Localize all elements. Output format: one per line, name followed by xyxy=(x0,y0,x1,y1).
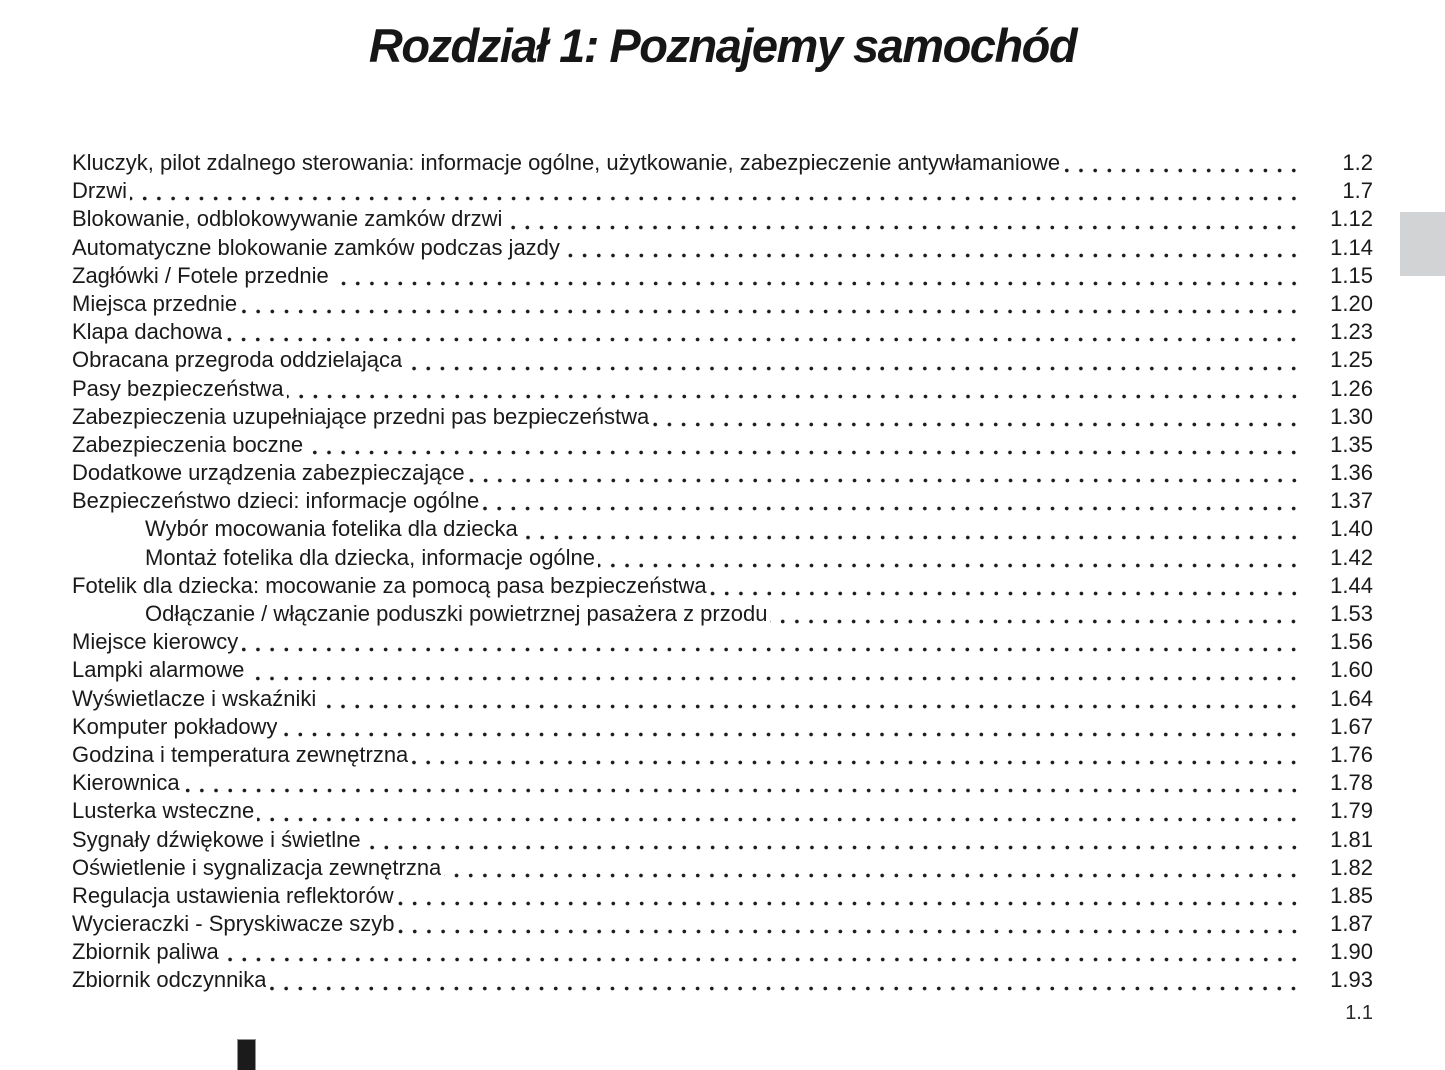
toc-entry-label: Montaż fotelika dla dziecka, informacje ogólne xyxy=(145,544,596,570)
toc-entry xyxy=(72,713,1373,741)
toc-entry-label: Bezpieczeństwo dzieci: informacje ogólne xyxy=(72,488,480,514)
toc-entry xyxy=(72,290,1373,318)
toc-entry xyxy=(72,826,1373,854)
toc-entry-page: 1.35 xyxy=(1330,431,1373,457)
dot-leader xyxy=(1063,149,1303,177)
toc-entry-label: Odłączanie / włączanie poduszki powietrznej pasażera z przodu xyxy=(145,601,768,626)
toc-entry-label: Drzwi xyxy=(72,178,127,204)
toc-entry-page: 1.87 xyxy=(1330,911,1373,937)
toc-entry-page: 1.25 xyxy=(1330,347,1373,373)
toc-entry-label: Zabezpieczenia uzupełniające przedni pas bezpieczeństwa xyxy=(72,403,650,429)
toc-entry-label: Zbiornik paliwa xyxy=(72,939,219,965)
dot-leader xyxy=(521,515,1303,543)
toc-entry xyxy=(72,459,1373,487)
dot-leader xyxy=(770,600,1303,628)
dot-leader xyxy=(319,685,1303,713)
toc-entry-label: Dodatkowe urządzenia zabezpieczające xyxy=(72,460,465,486)
toc-entry xyxy=(72,262,1373,290)
dot-leader xyxy=(482,487,1303,515)
toc-entry xyxy=(72,797,1373,825)
toc-entry-page: 1.42 xyxy=(1330,544,1373,570)
toc-entry xyxy=(72,938,1373,966)
toc-entry xyxy=(72,431,1373,459)
toc-entry xyxy=(72,966,1373,994)
dot-leader xyxy=(652,403,1303,431)
toc-entry-label: Miejsca przednie xyxy=(72,290,238,316)
toc-entry-page: 1.79 xyxy=(1330,798,1373,824)
toc-entry-page: 1.7 xyxy=(1342,178,1373,204)
dot-leader xyxy=(130,177,1303,205)
toc-entry-page: 1.2 xyxy=(1342,150,1373,175)
toc-entry-page: 1.82 xyxy=(1330,854,1373,880)
dot-leader xyxy=(563,234,1303,262)
dot-leader xyxy=(468,459,1303,487)
toc-entry xyxy=(72,628,1373,656)
toc-entry-page: 1.14 xyxy=(1330,234,1373,260)
toc-entry xyxy=(72,346,1373,374)
toc-entry-page: 1.12 xyxy=(1330,206,1373,232)
dot-leader xyxy=(257,797,1303,825)
dot-leader xyxy=(398,910,1303,938)
toc-entry-page: 1.15 xyxy=(1330,262,1373,288)
dot-leader xyxy=(364,826,1303,854)
dot-leader xyxy=(247,656,1303,684)
toc-entry xyxy=(72,882,1373,910)
dot-leader xyxy=(183,769,1303,797)
toc-entry xyxy=(72,741,1373,769)
toc-entry xyxy=(72,403,1373,431)
dot-leader xyxy=(306,431,1303,459)
dot-leader xyxy=(598,544,1303,572)
chapter-side-tab xyxy=(1400,212,1445,276)
table-of-contents xyxy=(72,149,1373,995)
dot-leader xyxy=(444,854,1303,882)
toc-entry-page: 1.56 xyxy=(1330,629,1373,655)
toc-entry xyxy=(72,769,1373,797)
toc-entry-label: Wybór mocowania fotelika dla dziecka xyxy=(145,516,518,542)
toc-entry-label: Wycieraczki - Spryskiwacze szyb xyxy=(72,911,395,937)
toc-entry-page: 1.78 xyxy=(1330,770,1373,796)
toc-entry-label: Obracana przegroda oddzielająca xyxy=(72,347,403,373)
toc-entry-label: Pasy bezpieczeństwa xyxy=(72,375,284,401)
toc-entry-label: Blokowanie, odblokowywanie zamków drzwi xyxy=(72,206,503,232)
toc-entry xyxy=(72,685,1373,713)
toc-entry-page: 1.26 xyxy=(1330,375,1373,401)
dot-leader xyxy=(280,713,1303,741)
toc-entry-label: Zbiornik odczynnika xyxy=(72,967,267,993)
dot-leader xyxy=(287,375,1303,403)
toc-entry-label: Sygnały dźwiękowe i świetlne xyxy=(72,826,361,852)
toc-entry-page: 1.20 xyxy=(1330,290,1373,316)
toc-entry-label: Zabezpieczenia boczne xyxy=(72,431,304,457)
toc-entry-label: Kierownica xyxy=(72,770,180,796)
toc-entry-label: Oświetlenie i sygnalizacja zewnętrzna xyxy=(72,854,442,880)
toc-entry xyxy=(72,854,1373,882)
toc-entry-label: Fotelik dla dziecka: mocowanie za pomocą pasa bezpieczeństwa xyxy=(72,572,707,598)
dot-leader xyxy=(222,938,1303,966)
toc-entry-label: Kluczyk, pilot zdalnego sterowania: informacje ogólne, użytkowanie, zabezpieczenie antywłamaniowe xyxy=(72,150,1061,175)
print-registration-mark xyxy=(237,1039,256,1070)
dot-leader xyxy=(710,572,1303,600)
dot-leader xyxy=(397,882,1303,910)
toc-entry xyxy=(72,600,1373,628)
dot-leader xyxy=(269,966,1303,994)
toc-entry-page: 1.90 xyxy=(1330,939,1373,965)
toc-entry-label: Klapa dachowa xyxy=(72,319,223,345)
toc-entry xyxy=(72,515,1373,543)
toc-entry xyxy=(72,656,1373,684)
toc-entry-page: 1.67 xyxy=(1330,713,1373,739)
page-number-footer: 1.1 xyxy=(1345,1002,1373,1024)
toc-entry-label: Komputer pokładowy xyxy=(72,713,278,739)
toc-entry xyxy=(72,318,1373,346)
dot-leader xyxy=(505,205,1303,233)
dot-leader xyxy=(411,741,1303,769)
dot-leader xyxy=(405,346,1303,374)
toc-entry-page: 1.30 xyxy=(1330,403,1373,429)
toc-entry xyxy=(72,234,1373,262)
toc-entry xyxy=(72,487,1373,515)
toc-entry-page: 1.40 xyxy=(1330,516,1373,542)
toc-entry-page: 1.53 xyxy=(1330,601,1373,626)
toc-entry-label: Regulacja ustawienia reflektorów xyxy=(72,882,394,908)
dot-leader xyxy=(332,262,1303,290)
dot-leader xyxy=(240,290,1303,318)
toc-entry-label: Godzina i temperatura zewnętrzna xyxy=(72,741,409,767)
dot-leader xyxy=(225,318,1303,346)
toc-entry-page: 1.37 xyxy=(1330,488,1373,514)
toc-entry-label: Miejsce kierowcy xyxy=(72,629,239,655)
toc-entry-label: Lampki alarmowe xyxy=(72,657,245,683)
toc-entry xyxy=(72,544,1373,572)
toc-entry-label: Automatyczne blokowanie zamków podczas jazdy xyxy=(72,234,560,260)
toc-entry-page: 1.76 xyxy=(1330,741,1373,767)
toc-entry-page: 1.81 xyxy=(1330,826,1373,852)
toc-entry-page: 1.44 xyxy=(1330,572,1373,598)
toc-entry-label: Lusterka wsteczne xyxy=(72,798,255,824)
toc-entry-page: 1.36 xyxy=(1330,460,1373,486)
toc-entry-label: Wyświetlacze i wskaźniki xyxy=(72,685,317,711)
toc-entry xyxy=(72,572,1373,600)
chapter-title: Rozdział 1: Poznajemy samochód xyxy=(368,19,1077,72)
toc-entry-page: 1.93 xyxy=(1330,967,1373,993)
toc-entry xyxy=(72,177,1373,205)
toc-entry-page: 1.23 xyxy=(1330,319,1373,345)
toc-entry-page: 1.60 xyxy=(1330,657,1373,683)
toc-entry-page: 1.85 xyxy=(1330,882,1373,908)
toc-entry-label: Zagłówki / Fotele przednie xyxy=(72,262,329,288)
dot-leader xyxy=(241,628,1303,656)
toc-entry-page: 1.64 xyxy=(1330,685,1373,711)
toc-entry xyxy=(72,375,1373,403)
toc-entry xyxy=(72,910,1373,938)
toc-entry xyxy=(72,149,1373,177)
toc-entry xyxy=(72,205,1373,233)
